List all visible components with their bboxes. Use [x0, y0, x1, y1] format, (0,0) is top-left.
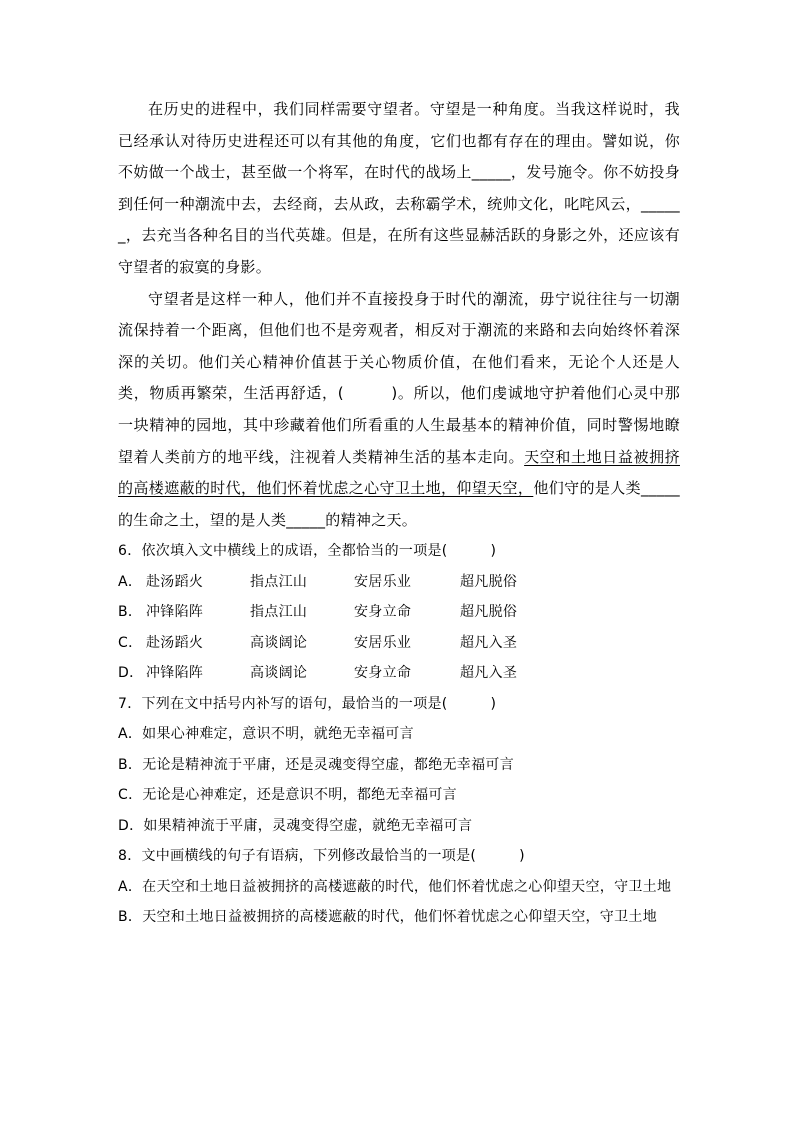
- option-letter: D．: [118, 665, 144, 682]
- question-7-option-b[interactable]: B．无论是精神流于平庸，还是灵魂变得空虚，都绝无幸福可言: [118, 756, 515, 773]
- question-8-stem: 8．文中画横线的句子有语病，下列修改最恰当的一项是( ): [118, 848, 525, 865]
- option-idiom-2: 指点江山: [250, 604, 308, 621]
- question-6-option-d[interactable]: [118, 658, 680, 689]
- question-6-option-c[interactable]: [118, 628, 680, 659]
- document-content: [118, 94, 680, 933]
- option-idiom-2: 指点江山: [250, 573, 308, 590]
- option-idiom-1: 赴汤蹈火: [146, 634, 204, 651]
- option-idiom-3: 安居乐业: [354, 634, 412, 651]
- question-7-option-d[interactable]: D．如果精神流于平庸，灵魂变得空虚，就绝无幸福可言: [118, 817, 473, 834]
- option-idiom-4: 超凡脱俗: [460, 604, 518, 621]
- question-6-option-a[interactable]: [118, 567, 680, 598]
- option-letter: B．: [118, 604, 143, 621]
- option-letter: C．: [118, 634, 143, 651]
- question-8-option-a[interactable]: A．在天空和土地日益被拥挤的高楼遮蔽的时代，他们怀着忧虑之心仰望天空，守卫土地: [118, 878, 672, 895]
- passage-paragraph-2: [118, 284, 680, 537]
- option-idiom-1: 赴汤蹈火: [146, 573, 204, 590]
- question-7-option-c[interactable]: C．无论是心神难定，还是意识不明，都绝无幸福可言: [118, 787, 457, 804]
- underlined-sentence: 天空和土地日益被拥挤的高楼遮蔽的时代，他们怀着忧虑之心守卫土地，仰望天空，: [118, 447, 680, 498]
- option-idiom-3: 安居乐业: [354, 573, 412, 590]
- option-idiom-4: 超凡脱俗: [460, 573, 518, 590]
- option-idiom-2: 高谈阔论: [250, 665, 308, 682]
- option-idiom-2: 高谈阔论: [250, 634, 308, 651]
- question-8-option-b[interactable]: B．天空和土地日益被拥挤的高楼遮蔽的时代，他们怀着忧虑之心仰望天空，守卫土地: [118, 909, 658, 926]
- option-idiom-3: 安身立命: [354, 665, 412, 682]
- option-idiom-1: 冲锋陷阵: [146, 665, 204, 682]
- option-idiom-4: 超凡入圣: [460, 665, 518, 682]
- passage-paragraph-1: 在历史的进程中，我们同样需要守望者。守望是一种角度。当我这样说时，我已经承认对待历史进程还可以有其他的角度，它们也都有存在的理由。譬如说，你不妨做一个战士，甚至做一个将军，在时代的战场上_____，发号施令。你不妨投身到任何一种潮流中去，去经商，去从政，去称霸学术，统帅文化，叱咤风云，______，去充当各种名目的当代英雄。但是，在所有这些显赫活跃的身影之外，还应该有守望者的寂寞的身影。: [118, 100, 680, 276]
- question-6-stem: 6．依次填入文中横线上的成语，全都恰当的一项是( ): [118, 543, 497, 560]
- option-idiom-3: 安身立命: [354, 604, 412, 621]
- option-idiom-1: 冲锋陷阵: [146, 604, 204, 621]
- passage-paragraph-2-text: 守望者是这样一种人，他们并不直接投身于时代的潮流，毋宁说往往与一切潮流保持着一个距离，但他们也不是旁观者，相反对于潮流的来路和去向始终怀着深深的关切。他们关心精神价值甚于关心物质价值，在他们看来，无论个人还是人类，物质再繁荣，生活再舒适，( )。所以，他们虔诚地守护着他们心灵中那一块精神的园地，其中珍藏着他们所看重的人生最基本的精神价值，同时警惕地瞭望着人类前方的地平线，注视着人类精神生活的基本走向。: [118, 289, 680, 466]
- question-6-option-b[interactable]: [118, 597, 680, 628]
- question-7-stem: 7．下列在文中括号内补写的语句，最恰当的一项是( ): [118, 695, 497, 712]
- option-letter: A．: [118, 573, 143, 590]
- passage-paragraph-2-ending: 他们守的是人类_____的生命之土，望的是人类_____的精神之天。: [118, 479, 680, 529]
- option-idiom-4: 超凡入圣: [460, 634, 518, 651]
- question-7-option-a[interactable]: A．如果心神难定，意识不明，就绝无幸福可言: [118, 726, 414, 743]
